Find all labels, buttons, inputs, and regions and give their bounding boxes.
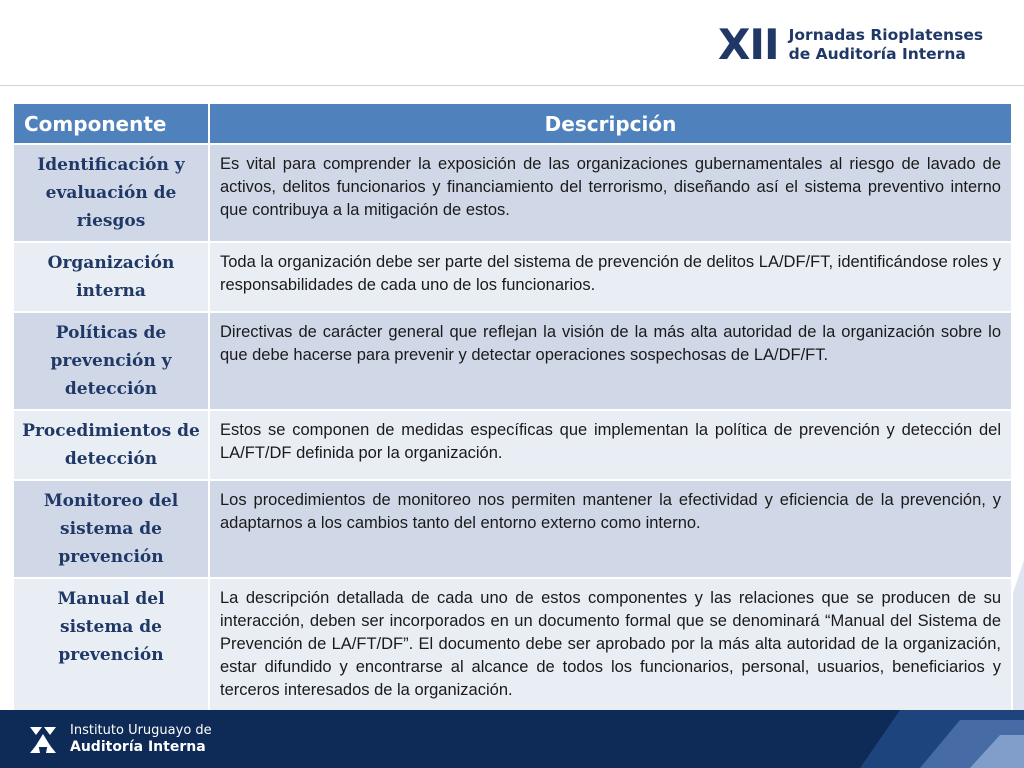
event-logo [718,22,983,68]
footer-bar [0,710,1024,768]
table-row [13,242,1012,312]
row-description: Toda la organización debe ser parte del sistema de prevención de delitos LA/DF/FT, identificándose roles y responsabilidades de cada uno de los funcionarios. [209,242,1012,312]
row-component: Procedimientos de detección [13,410,209,480]
institute-name [70,723,212,756]
row-component: Manual del sistema de prevención [13,578,209,732]
row-description: Es vital para comprender la exposición de las organizaciones gubernamentales al riesgo de lavado de activos, delitos funcionarios y financiamiento del terrorismo, diseñando así el sistema preventivo interno que contribuya a la mitigación de estos. [209,144,1012,242]
logo-line-1: Jornadas Rioplatenses [788,26,984,44]
table-row [13,480,1012,578]
row-component: Monitoreo del sistema de prevención [13,480,209,578]
table-row [13,312,1012,410]
institute-mark-icon [28,725,58,755]
header-description: Descripción [209,103,1012,144]
logo-line-2: de Auditoría Interna [788,45,966,63]
components-table [12,102,1013,733]
table-row [13,578,1012,732]
row-description: Directivas de carácter general que reflejan la visión de la más alta autoridad de la organización sobre lo que debe hacerse para prevenir y detectar operaciones sospechosas de LA/DF/FT. [209,312,1012,410]
header-component: Componente [13,103,209,144]
row-description: La descripción detallada de cada uno de estos componentes y las relaciones que se producen de su interacción, deben ser incorporados en un documento formal que se denominará “Manual del Sistema de Prevención de LA/FT/DF”. El documento debe ser aprobado por la más alta autoridad de la organización, estar difundido y encontrarse al alcance de todos los funcionarios, personal, usuarios, beneficiarios y terceros interesados de la organización. [209,578,1012,732]
row-component: Identificación y evaluación de riesgos [13,144,209,242]
row-description: Estos se componen de medidas específicas que implementan la política de prevención y detección del LA/FT/DF definida por la organización. [209,410,1012,480]
institute-logo [28,723,212,756]
logo-text [789,26,983,64]
row-component: Organización interna [13,242,209,312]
header-divider [0,85,1024,86]
row-description: Los procedimientos de monitoreo nos permiten mantener la efectividad y eficiencia de la prevención, y adaptarnos a los cambios tanto del entorno externo como interno. [209,480,1012,578]
table-row [13,410,1012,480]
row-component: Políticas de prevención y detección [13,312,209,410]
institute-name-line-2: Auditoría Interna [70,739,206,755]
institute-name-line-1: Instituto Uruguayo de [70,723,212,738]
logo-numeral: XII [718,20,779,69]
table-header-row [13,103,1012,144]
table-row [13,144,1012,242]
